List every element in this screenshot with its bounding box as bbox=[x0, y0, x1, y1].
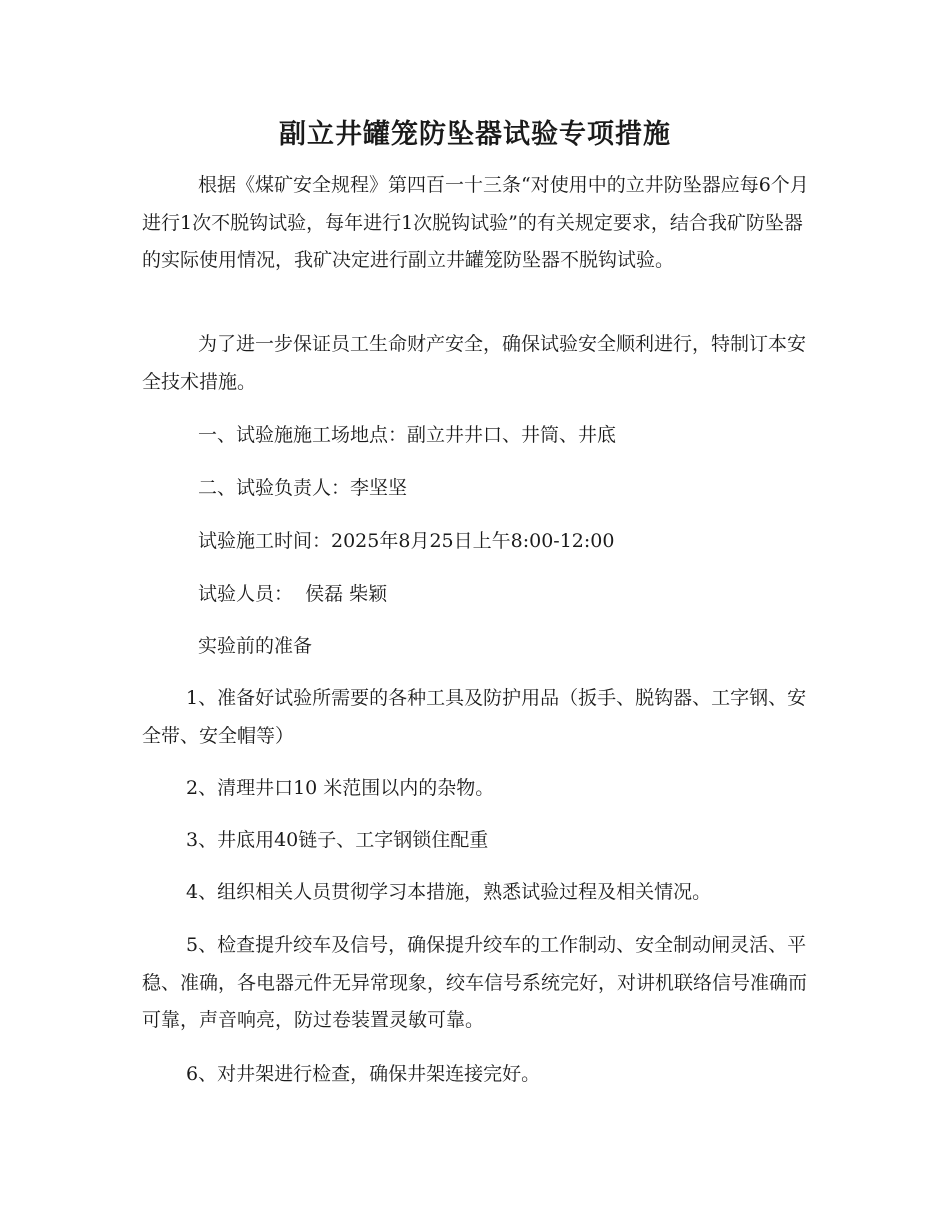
prep-heading: 实验前的准备 bbox=[198, 635, 313, 657]
personnel-line: 试验人员： 侯磊 柴颖 bbox=[198, 583, 388, 605]
list-item: 1、准备好试验所需要的各种工具及防护用品（扳手、脱钩器、工字钢、安全带、安全帽等） bbox=[142, 687, 807, 747]
list-item: 4、组织相关人员贯彻学习本措施，熟悉试验过程及相关情况。 bbox=[186, 881, 712, 903]
time-line: 试验施工时间：2025年8月25日上午8:00-12:00 bbox=[198, 530, 615, 552]
list-item: 5、检查提升绞车及信号，确保提升绞车的工作制动、安全制动闸灵活、平稳、准确，各电器元件无异常现象，绞车信号系统完好，对讲机联络信号准确而可靠，声音响亮，防过卷装置灵敏可靠。 bbox=[142, 934, 808, 1031]
list-item: 2、清理井口10 米范围以内的杂物。 bbox=[186, 777, 495, 799]
list-item: 6、对井架进行检查，确保井架连接完好。 bbox=[186, 1063, 541, 1085]
document-title: 副立井罐笼防坠器试验专项措施 bbox=[279, 119, 671, 150]
site-line: 一、试验施施工场地点：副立井井口、井筒、井底 bbox=[198, 424, 617, 446]
purpose-paragraph: 为了进一步保证员工生命财产安全，确保试验安全顺利进行，特制订本安全技术措施。 bbox=[142, 333, 807, 393]
intro-paragraph: 根据《煤矿安全规程》第四百一十三条“对使用中的立井防坠器应每6个月进行1次不脱钩试验，每年进行1次脱钩试验”的有关规定要求，结合我矿防坠器的实际使用情况，我矿决定进行副立井罐笼防坠器不脱钩试验。 bbox=[142, 174, 809, 271]
responsible-line: 二、试验负责人：李坚坚 bbox=[198, 477, 408, 499]
list-item: 3、井底用40链子、工字钢锁住配重 bbox=[186, 829, 489, 851]
